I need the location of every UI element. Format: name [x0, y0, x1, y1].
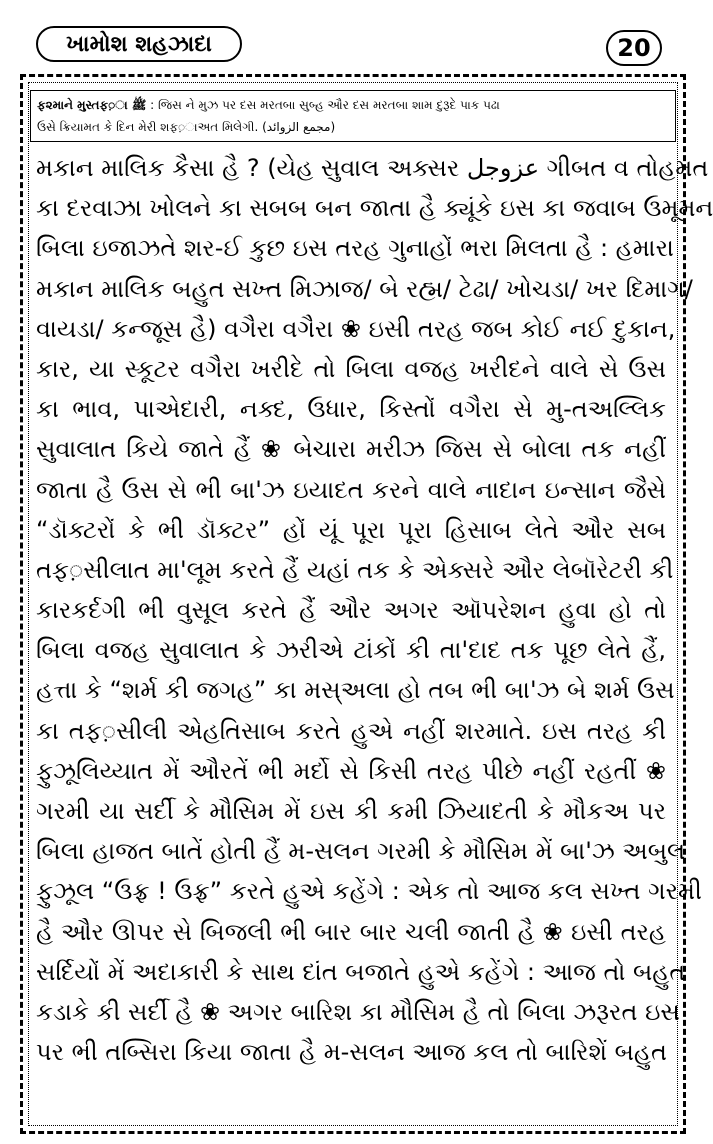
- text-line: તફ़સીલાત મા'લૂમ કરતે હૈં યહાં તક કે એક્સરે ઔર લેબૉરેટરી કી: [36, 555, 674, 584]
- text-line: સુવાલાત કિયે જાતે હૈં ❀ બેચારા મરીઝ જિસ સે બોલા તક નહીં: [36, 435, 666, 464]
- text-line: બિલા વજહ સુવાલાત કે ઝરીએ ટાંકોં કી તા'દાદ તક પૂછ લેતે હૈં,: [36, 636, 666, 665]
- text-line: જાતા હૈ ઉસ સે ભી બા'ઝ ઇયાદત કરને વાલે નાદાન ઇન્સાન જૈસે: [36, 475, 666, 504]
- text-line: સર્દિયોં મેં અદાકારી કે સાથ દાંત બજાતે હુએ કહેંગે : આજ તો બહુત: [36, 957, 686, 986]
- page-header: [0, 0, 704, 70]
- text-line: ગરમી યા સર્દી કે મૌસિમ મેં ઇસ કી કમી ઝિયાદતી કે મૌકઅ પર: [36, 797, 666, 825]
- hadith-banner: [30, 90, 676, 142]
- text-line: કારકર્દગી ભી વુસૂલ કરતે હૈં ઔર અગર ઑપરેશન હુવા હો તો: [36, 596, 666, 625]
- text-line: હત્તા કે “શર્મ કી જગહ” કા મસ્અલા હો તબ ભી બા'ઝ બે શર્મ ઉસ: [36, 676, 675, 705]
- text-line: હૈ ઔર ઊપર સે બિજલી ભી બાર બાર ચલી જાતી હૈ ❀ ઇસી તરહ: [36, 917, 666, 946]
- book-title: ખામોશ શહઝાદા: [36, 26, 242, 62]
- banner-lead: ફ૨માને મુસ્તફ़ા ﷺ: [37, 98, 147, 112]
- banner-line-1: [37, 94, 669, 116]
- text-line: બિલા ઇજાઝતે શર-ઈ કુછ ઇસ તરહ ગુનાહોં ભરા મિલતા હૈ : હમારા: [36, 234, 674, 263]
- text-line: “ડૉક્ટરોં કે ભી ડૉક્ટર” હોં યૂં પૂરા પૂરા હિસાબ લેતે ઔર સબ: [36, 515, 666, 544]
- text-line: ફુઝૂલિય્યાત મેં ઔરતેં ભી મર્દો સે કિસી તરહ પીછે નહીં રહતીં ❀: [36, 756, 666, 785]
- text-line: બિલા હાજત બાતેં હોતી હૈં મ-સલન ગરમી કે મૌસિમ મેં બા'ઝ અબુલ: [36, 837, 686, 866]
- text-line: કા ભાવ, પાએદારી, નક્દ, ઉધાર, કિસ્તોં વગૈરા સે મુ-તઅલ્લિક: [36, 395, 666, 424]
- banner-line-2: ઉસે ક્રિયામત કે દિન મેરી શફ़ાઅત મિલેગી. (مجمع الزوائد): [37, 120, 336, 134]
- page-number: 20: [606, 30, 662, 66]
- banner-text-1: : જિસ ને મુઝ પર દસ મરતબા સુબ્હ ઔર દસ મરતબા શામ દુરૂદે પાક પઢા: [150, 98, 500, 112]
- text-line: મકાન માલિક કૈસા હૈ ? (યેહ સુવાલ અક્સર عزوجل ગીબત વ તોહમત: [36, 154, 709, 182]
- text-line: કા દરવાઝા ખોલને કા સબબ બન જાતા હૈ ક્યૂંકે ઇસ કા જવાબ ઉમૂમન: [36, 194, 713, 223]
- text-line: પર ભી તબ્સિરા કિયા જાતા હૈ મ-સલન આજ કલ તો બારિશેં બહુત: [36, 1038, 667, 1067]
- text-line: કા તફ़સીલી એહતિસાબ કરતે હુએ નહીં શરમાતે. ઇસ તરહ કી: [36, 716, 666, 745]
- text-line: વાયડા/ કન્જૂસ હૈ) વગૈરા વગૈરા ❀ ઇસી તરહ જબ કોઈ નઈ દુકાન,: [36, 314, 676, 343]
- text-line: મકાન માલિક બહુત સખ્ત મિઝાજ/ બે રહ્મ/ ટેઢા/ ખોચડા/ ખર દિમાગ/: [36, 274, 693, 303]
- text-line: કડાકે કી સર્દી હૈ ❀ અગર બારિશ કા મૌસિમ હૈ તો બિલા ઝરૂરત ઇસ: [36, 997, 680, 1026]
- text-line: ફુઝૂલ “ઉફ્ર ! ઉફ્ર” કરતે હુએ કહેંગે : એક તો આજ કલ સખ્ત ગરમી: [36, 877, 702, 906]
- body-text: [36, 148, 713, 1072]
- text-line: કાર, યા સ્કૂટર વગૈરા ખરીદે તો બિલા વજહ ખરીદને વાલે સે ઉસ: [36, 354, 666, 383]
